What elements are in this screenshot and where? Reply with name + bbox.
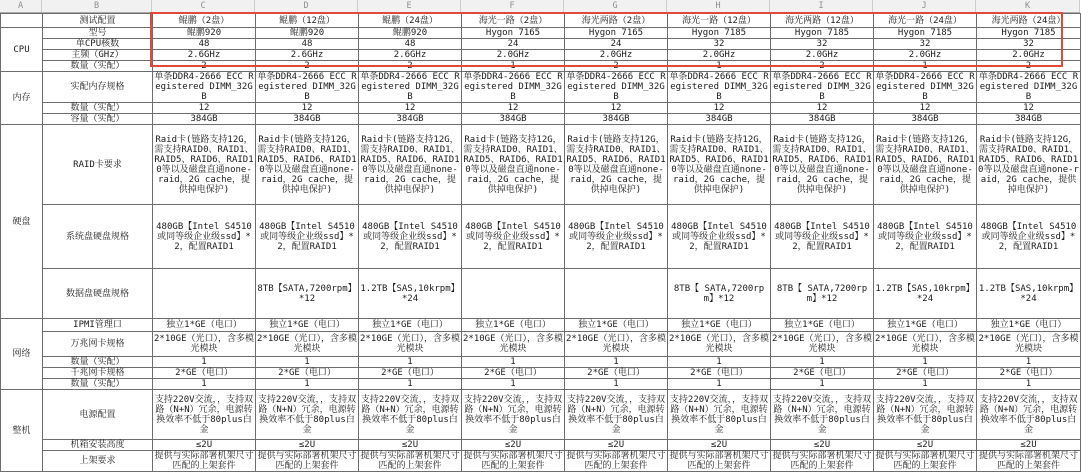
cell[interactable]: 1 bbox=[977, 379, 1081, 390]
cell[interactable]: 12 bbox=[256, 103, 359, 114]
cell[interactable]: 提供与实际部署机架尺寸匹配的上架套件 bbox=[360, 451, 460, 471]
cell[interactable]: ≤2U bbox=[565, 440, 668, 451]
cell[interactable]: 2.6GHz bbox=[359, 50, 462, 61]
cell[interactable]: ≤2U bbox=[771, 440, 874, 451]
cell[interactable]: Raid卡(链路支持12G，需支持RAID0、RAID1、RAID5、RAID6、RAID10等以及磁盘直通none-raid，2G cache，提供掉电保护) bbox=[668, 125, 771, 205]
corner-cell[interactable] bbox=[1, 14, 43, 28]
column-header[interactable]: E bbox=[358, 0, 461, 12]
cell[interactable]: 2 bbox=[977, 61, 1081, 72]
cell[interactable]: 480GB【Intel S4510或同等级企业级ssd】*2，配置RAID1 bbox=[668, 205, 771, 269]
cell[interactable]: Hygon 7185 bbox=[977, 28, 1081, 39]
row-label[interactable]: 单CPU核数 bbox=[43, 39, 153, 50]
cell[interactable]: 支持220V交流，，支持双路（N+N）冗余，电源转换效率不低于80plus白金 bbox=[668, 390, 771, 440]
cell[interactable]: 鲲鹏920 bbox=[359, 28, 462, 39]
cell[interactable]: 2 bbox=[153, 61, 256, 72]
config-column-header[interactable]: 海光一路（12盘） bbox=[668, 14, 771, 28]
cell[interactable]: ≤2U bbox=[668, 440, 771, 451]
section-label[interactable]: 整机 bbox=[1, 390, 43, 472]
cell[interactable]: 480GB【Intel S4510或同等级企业级ssd】*2，配置RAID1 bbox=[462, 205, 565, 269]
cell[interactable]: 2*10GE（光口），含多模光模块 bbox=[874, 332, 977, 357]
cell[interactable]: 1 bbox=[874, 357, 977, 368]
cell[interactable]: 384GB bbox=[153, 114, 256, 125]
cell[interactable]: Raid卡(链路支持12G，需支持RAID0、RAID1、RAID5、RAID6、RAID10等以及磁盘直通none-raid，2G cache，提供掉电保护) bbox=[153, 125, 256, 205]
row-label[interactable]: 电源配置 bbox=[43, 390, 153, 440]
cell[interactable]: 8TB【 SATA,7200rpm】*12 bbox=[668, 269, 771, 319]
cell[interactable]: 1 bbox=[565, 379, 668, 390]
cell[interactable]: 支持220V交流，，支持双路（N+N）冗余，电源转换效率不低于80plus白金 bbox=[153, 390, 256, 440]
cell[interactable]: 提供与实际部署机架尺寸匹配的上架套件 bbox=[566, 451, 666, 471]
cell[interactable]: 12 bbox=[977, 103, 1081, 114]
cell[interactable]: 384GB bbox=[462, 114, 565, 125]
cell[interactable]: 480GB【Intel S4510或同等级企业级ssd】*2，配置RAID1 bbox=[153, 205, 256, 269]
cell[interactable]: 384GB bbox=[256, 114, 359, 125]
cell[interactable]: 1 bbox=[359, 379, 462, 390]
cell[interactable]: 独立1*GE（电口） bbox=[153, 319, 256, 332]
cell[interactable]: 2*GE（电口） bbox=[977, 368, 1081, 379]
cell[interactable]: 支持220V交流，，支持双路（N+N）冗余，电源转换效率不低于80plus白金 bbox=[256, 390, 359, 440]
cell[interactable] bbox=[462, 269, 565, 319]
cell[interactable]: 2*GE（电口） bbox=[565, 368, 668, 379]
config-column-header[interactable]: 海光两路（12盘） bbox=[771, 14, 874, 28]
cell[interactable]: 独立1*GE（电口） bbox=[565, 319, 668, 332]
cell[interactable]: 1 bbox=[462, 379, 565, 390]
cell[interactable]: 384GB bbox=[977, 114, 1081, 125]
cell[interactable]: 1 bbox=[256, 379, 359, 390]
column-header[interactable]: C bbox=[152, 0, 255, 12]
cell[interactable]: 2.0GHz bbox=[874, 50, 977, 61]
cell[interactable]: 单条DDR4-2666 ECC Registered DIMM_32GB bbox=[566, 72, 666, 102]
cell[interactable]: 1 bbox=[977, 357, 1081, 368]
cell[interactable]: 2 bbox=[565, 61, 668, 72]
cell[interactable]: 8TB【 SATA,7200rpm】*12 bbox=[771, 269, 874, 319]
cell[interactable]: 2*10GE（光口），含多模光模块 bbox=[256, 332, 359, 357]
cell[interactable]: 独立1*GE（电口） bbox=[668, 319, 771, 332]
cell[interactable]: Hygon 7185 bbox=[771, 28, 874, 39]
cell[interactable]: 2*10GE（光口），含多模光模块 bbox=[771, 332, 874, 357]
row-label[interactable]: 机箱安装高度 bbox=[43, 440, 153, 451]
cell[interactable]: 12 bbox=[359, 103, 462, 114]
cell[interactable]: 提供与实际部署机架尺寸匹配的上架套件 bbox=[257, 451, 357, 471]
cell[interactable]: 单条DDR4-2666 ECC Registered DIMM_32GB bbox=[669, 72, 769, 102]
cell[interactable]: Hygon 7165 bbox=[462, 28, 565, 39]
section-label[interactable]: CPU bbox=[1, 28, 43, 72]
cell[interactable]: 1 bbox=[153, 357, 256, 368]
cell[interactable]: 支持220V交流，，支持双路（N+N）冗余，电源转换效率不低于80plus白金 bbox=[462, 390, 565, 440]
cell[interactable]: 1 bbox=[462, 357, 565, 368]
config-column-header[interactable]: 海光一路（24盘） bbox=[874, 14, 977, 28]
cell[interactable]: ≤2U bbox=[359, 440, 462, 451]
cell[interactable]: 2*10GE（光口），含多模光模块 bbox=[977, 332, 1081, 357]
cell[interactable]: ≤2U bbox=[977, 440, 1081, 451]
cell[interactable]: 独立1*GE（电口） bbox=[771, 319, 874, 332]
cell[interactable]: 提供与实际部署机架尺寸匹配的上架套件 bbox=[154, 451, 254, 471]
cell[interactable]: 8TB【SATA,7200rpm】*12 bbox=[256, 269, 359, 319]
cell[interactable]: 2*GE（电口） bbox=[359, 368, 462, 379]
cell[interactable]: 32 bbox=[977, 39, 1081, 50]
cell[interactable]: 提供与实际部署机架尺寸匹配的上架套件 bbox=[772, 451, 872, 471]
cell[interactable] bbox=[565, 269, 668, 319]
column-header[interactable]: J bbox=[873, 0, 976, 12]
cell[interactable]: 鲲鹏920 bbox=[256, 28, 359, 39]
cell[interactable]: 48 bbox=[256, 39, 359, 50]
cell[interactable]: 支持220V交流，，支持双路（N+N）冗余，电源转换效率不低于80plus白金 bbox=[565, 390, 668, 440]
cell[interactable]: 480GB【Intel S4510或同等级企业级ssd】*2，配置RAID1 bbox=[771, 205, 874, 269]
server-config-table bbox=[0, 13, 1081, 472]
cell[interactable]: 32 bbox=[771, 39, 874, 50]
cell[interactable]: 12 bbox=[668, 103, 771, 114]
cell[interactable]: 2*10GE（光口），含多模光模块 bbox=[668, 332, 771, 357]
cell[interactable]: 鲲鹏920 bbox=[153, 28, 256, 39]
cell[interactable]: 1.2TB【SAS,10krpm】*24 bbox=[874, 269, 977, 319]
row-label[interactable]: 万兆网卡规格 bbox=[43, 332, 153, 357]
row-label[interactable]: 测试配置 bbox=[43, 14, 153, 28]
cell[interactable]: Raid卡(链路支持12G，需支持RAID0、RAID1、RAID5、RAID6、RAID10等以及磁盘直通none-raid，2G cache，提供掉电保护) bbox=[256, 125, 359, 205]
row-label[interactable]: 系统盘硬盘规格 bbox=[43, 205, 153, 269]
column-header[interactable]: D bbox=[255, 0, 358, 12]
cell[interactable]: 1 bbox=[462, 61, 565, 72]
cell[interactable]: 提供与实际部署机架尺寸匹配的上架套件 bbox=[977, 451, 1081, 472]
cell[interactable]: 48 bbox=[359, 39, 462, 50]
section-label[interactable]: 内存 bbox=[1, 72, 43, 125]
cell[interactable]: Raid卡(链路支持12G，需支持RAID0、RAID1、RAID5、RAID6、RAID10等以及磁盘直通none-raid，2G cache，提供掉电保护) bbox=[771, 125, 874, 205]
column-header[interactable]: I bbox=[770, 0, 873, 12]
cell[interactable]: 384GB bbox=[565, 114, 668, 125]
cell[interactable]: 2.0GHz bbox=[668, 50, 771, 61]
cell[interactable]: 独立1*GE（电口） bbox=[256, 319, 359, 332]
cell[interactable]: 1 bbox=[874, 379, 977, 390]
cell[interactable]: 提供与实际部署机架尺寸匹配的上架套件 bbox=[875, 451, 975, 471]
config-column-header[interactable]: 鲲鹏（2盘） bbox=[153, 14, 256, 28]
row-label[interactable]: 容量（实配） bbox=[43, 114, 153, 125]
column-headers-row bbox=[0, 0, 1080, 13]
cell[interactable]: 480GB【Intel S4510或同等级企业级ssd】*2，配置RAID1 bbox=[256, 205, 359, 269]
cell[interactable]: 单条DDR4-2666 ECC Registered DIMM_32GB bbox=[463, 72, 563, 102]
cell[interactable]: 2.6GHz bbox=[153, 50, 256, 61]
cell[interactable]: 1 bbox=[565, 357, 668, 368]
cell[interactable]: 单条DDR4-2666 ECC Registered DIMM_32GB bbox=[154, 72, 254, 102]
cell[interactable]: ≤2U bbox=[153, 440, 256, 451]
cell[interactable]: 1 bbox=[771, 357, 874, 368]
column-header[interactable]: F bbox=[461, 0, 564, 12]
cell[interactable]: ≤2U bbox=[256, 440, 359, 451]
column-header[interactable]: G bbox=[564, 0, 667, 12]
cell[interactable]: 2*GE（电口） bbox=[462, 368, 565, 379]
cell[interactable]: 12 bbox=[565, 103, 668, 114]
row-label[interactable]: 千兆网卡规格 bbox=[43, 368, 153, 379]
cell[interactable]: 384GB bbox=[668, 114, 771, 125]
row-label[interactable]: 实配内存规格 bbox=[43, 72, 153, 103]
row-label[interactable]: 型号 bbox=[43, 28, 153, 39]
cell[interactable]: 提供与实际部署机架尺寸匹配的上架套件 bbox=[463, 451, 563, 471]
cell[interactable]: 2.6GHz bbox=[256, 50, 359, 61]
cell[interactable]: 12 bbox=[874, 103, 977, 114]
cell[interactable]: 2*GE（电口） bbox=[874, 368, 977, 379]
cell[interactable]: 1 bbox=[771, 379, 874, 390]
column-header[interactable]: B bbox=[42, 0, 152, 12]
section-label[interactable]: 硬盘 bbox=[1, 125, 43, 319]
cell[interactable]: 单条DDR4-2666 ECC Registered DIMM_32GB bbox=[257, 72, 357, 102]
cell[interactable]: 32 bbox=[874, 39, 977, 50]
section-label[interactable]: 网络 bbox=[1, 319, 43, 390]
cell[interactable]: 384GB bbox=[771, 114, 874, 125]
config-column-header[interactable]: 鲲鹏（12盘） bbox=[256, 14, 359, 28]
cell[interactable]: 2.0GHz bbox=[771, 50, 874, 61]
row-label[interactable]: 数量（实配） bbox=[43, 61, 153, 72]
cell[interactable]: 独立1*GE（电口） bbox=[359, 319, 462, 332]
cell[interactable]: 2 bbox=[771, 61, 874, 72]
cell[interactable]: 1.2TB【SAS,10krpm】*24 bbox=[977, 269, 1081, 319]
cell[interactable]: 480GB【Intel S4510或同等级企业级ssd】*2，配置RAID1 bbox=[359, 205, 462, 269]
cell[interactable]: 2.0GHz bbox=[977, 50, 1081, 61]
column-header[interactable]: A bbox=[0, 0, 42, 12]
cell[interactable]: 12 bbox=[462, 103, 565, 114]
row-label[interactable]: 主频（GHz） bbox=[43, 50, 153, 61]
cell[interactable]: Raid卡(链路支持12G，需支持RAID0、RAID1、RAID5、RAID6、RAID10等以及磁盘直通none-raid，2G cache，提供掉电保护) bbox=[874, 125, 977, 205]
cell[interactable]: 2*GE（电口） bbox=[668, 368, 771, 379]
cell[interactable]: 单条DDR4-2666 ECC Registered DIMM_32GB bbox=[772, 72, 872, 102]
cell[interactable]: 1 bbox=[153, 379, 256, 390]
cell[interactable]: 1 bbox=[668, 61, 771, 72]
cell[interactable]: ≤2U bbox=[462, 440, 565, 451]
cell[interactable]: 480GB【Intel S4510或同等级企业级ssd】*2，配置RAID1 bbox=[977, 205, 1081, 269]
cell[interactable]: 2*GE（电口） bbox=[153, 368, 256, 379]
cell[interactable]: 480GB【Intel S4510或同等级企业级ssd】*2，配置RAID1 bbox=[874, 205, 977, 269]
cell[interactable]: 1 bbox=[359, 357, 462, 368]
cell[interactable]: ≤2U bbox=[874, 440, 977, 451]
cell[interactable]: 48 bbox=[153, 39, 256, 50]
cell[interactable]: Raid卡(链路支持12G，需支持RAID0、RAID1、RAID5、RAID6、RAID10等以及磁盘直通none-raid，2G cache，提供掉电保护) bbox=[565, 125, 668, 205]
row-label[interactable]: 数量（实配） bbox=[43, 379, 153, 390]
cell[interactable]: 32 bbox=[668, 39, 771, 50]
cell[interactable]: 2.0GHz bbox=[565, 50, 668, 61]
row-label[interactable]: 数量（实配） bbox=[43, 357, 153, 368]
cell[interactable]: 1 bbox=[874, 61, 977, 72]
cell[interactable]: 2 bbox=[359, 61, 462, 72]
cell[interactable]: 单条DDR4-2666 ECC Registered DIMM_32GB bbox=[977, 72, 1081, 103]
cell[interactable]: Raid卡(链路支持12G，需支持RAID0、RAID1、RAID5、RAID6、RAID10等以及磁盘直通none-raid，2G cache，提供掉电保护) bbox=[977, 125, 1081, 205]
config-column-header[interactable]: 鲲鹏（24盘） bbox=[359, 14, 462, 28]
cell[interactable]: 2.0GHz bbox=[462, 50, 565, 61]
cell[interactable]: 12 bbox=[771, 103, 874, 114]
cell[interactable]: 提供与实际部署机架尺寸匹配的上架套件 bbox=[669, 451, 769, 471]
cell[interactable]: 独立1*GE（电口） bbox=[462, 319, 565, 332]
cell[interactable]: 24 bbox=[462, 39, 565, 50]
column-header[interactable]: K bbox=[976, 0, 1080, 12]
config-column-header[interactable]: 海光两路（2盘） bbox=[565, 14, 668, 28]
cell[interactable]: 支持220V交流，，支持双路（N+N）冗余，电源转换效率不低于80plus白金 bbox=[874, 390, 977, 440]
cell[interactable]: 1.2TB【SAS,10krpm】*24 bbox=[359, 269, 462, 319]
cell[interactable]: 单条DDR4-2666 ECC Registered DIMM_32GB bbox=[875, 72, 975, 102]
cell[interactable]: 2*10GE（光口），含多模光模块 bbox=[565, 332, 668, 357]
row-label[interactable]: RAID卡要求 bbox=[43, 125, 153, 205]
cell[interactable]: Hygon 7185 bbox=[874, 28, 977, 39]
cell[interactable]: 2*10GE（光口），含多模光模块 bbox=[359, 332, 462, 357]
cell[interactable]: 独立1*GE（电口） bbox=[977, 319, 1081, 332]
cell[interactable] bbox=[153, 269, 256, 319]
cell[interactable]: 2*10GE（光口），含多模光模块 bbox=[462, 332, 565, 357]
cell[interactable]: 2*10GE（光口），含多模光模块 bbox=[153, 332, 256, 357]
config-column-header[interactable]: 海光两路（24盘） bbox=[977, 14, 1081, 28]
row-label[interactable]: 数据盘硬盘规格 bbox=[43, 269, 153, 319]
cell[interactable]: Raid卡(链路支持12G，需支持RAID0、RAID1、RAID5、RAID6、RAID10等以及磁盘直通none-raid，2G cache，提供掉电保护) bbox=[462, 125, 565, 205]
cell[interactable]: 2 bbox=[256, 61, 359, 72]
config-column-header[interactable]: 海光一路（2盘） bbox=[462, 14, 565, 28]
row-label[interactable]: 数量（实配） bbox=[43, 103, 153, 114]
cell[interactable]: Hygon 7165 bbox=[565, 28, 668, 39]
column-header[interactable]: H bbox=[667, 0, 770, 12]
cell[interactable]: 12 bbox=[153, 103, 256, 114]
cell[interactable]: 1 bbox=[256, 357, 359, 368]
cell[interactable]: Hygon 7185 bbox=[668, 28, 771, 39]
cell[interactable]: 独立1*GE（电口） bbox=[874, 319, 977, 332]
cell[interactable]: 1 bbox=[668, 379, 771, 390]
cell[interactable]: 1 bbox=[668, 357, 771, 368]
cell[interactable]: 24 bbox=[565, 39, 668, 50]
row-label[interactable]: IPMI管理口 bbox=[43, 319, 153, 332]
cell[interactable]: 384GB bbox=[874, 114, 977, 125]
cell[interactable]: 480GB【Intel S4510或同等级企业级ssd】*2，配置RAID1 bbox=[565, 205, 668, 269]
cell[interactable]: 单条DDR4-2666 ECC Registered DIMM_32GB bbox=[360, 72, 460, 102]
cell[interactable]: 支持220V交流，，支持双路（N+N）冗余，电源转换效率不低于80plus白金 bbox=[359, 390, 462, 440]
cell[interactable]: 支持220V交流，，支持双路（N+N）冗余，电源转换效率不低于80plus白金 bbox=[977, 390, 1081, 440]
cell[interactable]: 支持220V交流，，支持双路（N+N）冗余，电源转换效率不低于80plus白金 bbox=[771, 390, 874, 440]
row-label[interactable]: 上架要求 bbox=[43, 451, 153, 472]
cell[interactable]: 2*GE（电口） bbox=[771, 368, 874, 379]
cell[interactable]: 384GB bbox=[359, 114, 462, 125]
cell[interactable]: Raid卡(链路支持12G，需支持RAID0、RAID1、RAID5、RAID6、RAID10等以及磁盘直通none-raid，2G cache，提供掉电保护) bbox=[359, 125, 462, 205]
cell[interactable]: 2*GE（电口） bbox=[256, 368, 359, 379]
